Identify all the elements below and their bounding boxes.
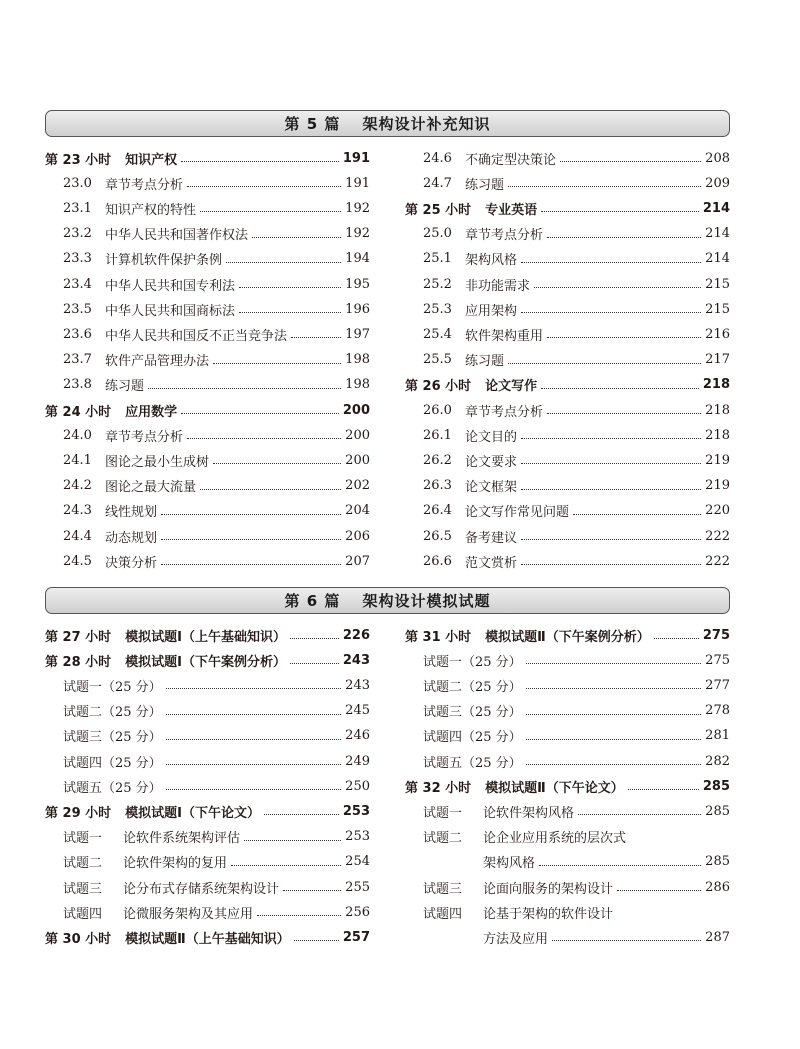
dot-leader [526,687,701,689]
toc-page-number: 222 [705,553,730,569]
toc-entry-title: 模拟试题Ⅱ（下午论文） [485,780,624,796]
toc-page-number: 246 [345,728,370,744]
toc-entry-title: 计算机软件保护条例 [105,253,223,269]
dot-leader [231,864,341,866]
dot-leader [521,462,701,464]
toc-page-number: 195 [345,276,370,292]
dot-leader [654,637,699,639]
toc-entry-title: 模拟试题Ⅰ（上午基础知识） [125,629,286,645]
dot-leader [187,185,341,187]
toc-page-number: 217 [705,352,730,368]
toc-page-number: 253 [342,803,370,819]
toc-entry-number: 试题二 [63,856,103,872]
toc-entry-row[interactable] [45,349,370,371]
toc-entry-number: 试题二（25 分） [63,705,162,721]
toc-entry-title: 软件架构重用 [465,328,544,344]
toc-page-number: 194 [345,251,370,267]
toc-entry-row[interactable] [45,197,370,219]
dot-leader [628,788,699,790]
toc-page-number: 220 [705,503,730,519]
dot-leader [200,210,341,212]
toc-entry-title: 章节考点分析 [465,228,544,244]
toc-page-number: 257 [342,929,370,945]
toc-entry-title: 软件产品管理办法 [105,354,210,370]
toc-page-number: 204 [345,503,370,519]
toc-entry-number: 24.2 [63,478,92,494]
toc-entry-number: 23.8 [63,377,92,393]
toc-page-number: 200 [342,402,370,418]
toc-chapter-row[interactable] [45,649,370,671]
toc-entry-title: 论文写作常见问题 [465,505,570,521]
toc-entry-title: 动态规划 [105,530,158,546]
toc-entry-title: 论基于架构的软件设计 [483,906,614,922]
toc-page-number: 216 [705,326,730,342]
dot-leader [552,939,701,941]
toc-entry-number: 25.2 [423,276,452,292]
dot-leader [294,939,339,941]
toc-entry-title: 中华人民共和国商标法 [105,303,236,319]
toc-entry-number: 25.0 [423,226,452,242]
dot-leader [213,462,341,464]
toc-entry-title: 论文写作 [485,379,538,395]
toc-entry-number: 试题三 [423,881,463,897]
toc-entry-number: 试题三（25 分） [423,705,522,721]
toc-entry-number: 第 32 小时 [405,780,472,796]
toc-entry-row[interactable] [45,525,370,547]
toc-entry-number: 23.4 [63,276,92,292]
dot-leader [252,236,341,238]
toc-entry-row[interactable] [405,851,730,873]
dot-leader [290,637,339,639]
toc-chapter-row[interactable] [45,147,370,169]
toc-entry-number: 试题一 [423,805,463,821]
toc-entry-row[interactable] [405,424,730,446]
toc-entry-row[interactable] [405,649,730,671]
toc-entry-row[interactable] [405,725,730,747]
toc-entry-row[interactable] [45,775,370,797]
toc-entry-title: 论企业应用系统的层次式 [483,831,627,847]
toc-page-number: 214 [705,251,730,267]
toc-entry-row[interactable] [45,700,370,722]
toc-page-number: 253 [345,829,370,845]
toc-entry-title: 模拟试题Ⅰ（下午论文） [125,805,260,821]
dot-leader [290,662,339,664]
toc-entry-number: 第 23 小时 [45,152,112,168]
toc-entry-number: 第 30 小时 [45,931,112,947]
toc-entry-number: 24.3 [63,503,92,519]
toc-entry-number: 24.0 [63,427,92,443]
toc-entry-number: 试题四 [423,906,463,922]
toc-entry-number: 25.4 [423,326,452,342]
toc-page-number: 282 [705,753,730,769]
toc-page-number: 200 [345,452,370,468]
dot-leader [541,210,699,212]
toc-entry-number: 26.4 [423,503,452,519]
toc-entry-title: 论微服务架构及其应用 [123,906,254,922]
dot-leader [187,437,341,439]
toc-entry-row[interactable] [405,674,730,696]
dot-leader [239,311,341,313]
toc-chapter-row[interactable] [45,800,370,822]
toc-entry-row[interactable] [45,273,370,295]
toc-entry-row[interactable] [45,298,370,320]
toc-page-number: 287 [705,929,730,945]
toc-entry-row[interactable] [45,223,370,245]
dot-leader [166,788,341,790]
toc-page-number: 191 [345,175,370,191]
part6-banner [45,587,730,614]
dot-leader [573,513,701,515]
toc-page-number: 196 [345,301,370,317]
dot-leader [257,914,341,916]
toc-entry-number: 26.5 [423,528,452,544]
toc-page-number: 218 [705,427,730,443]
toc-entry-title: 中华人民共和国专利法 [105,278,236,294]
dot-leader [161,538,341,540]
dot-leader [166,763,341,765]
toc-entry-title: 练习题 [105,379,145,395]
toc-page-number: 285 [702,778,730,794]
toc-entry-number: 23.1 [63,200,92,216]
dot-leader [166,687,341,689]
dot-leader [539,864,701,866]
toc-page-number: 192 [345,226,370,242]
toc-entry-number: 26.2 [423,452,452,468]
toc-page-number: 191 [342,150,370,166]
toc-page-number: 250 [345,778,370,794]
toc-page-number: 215 [705,276,730,292]
toc-entry-title: 练习题 [465,177,505,193]
toc-entry-title: 线性规划 [105,505,158,521]
toc-entry-number: 25.3 [423,301,452,317]
toc-entry-number: 24.5 [63,553,92,569]
toc-page-number: 243 [342,652,370,668]
toc-entry-number: 第 29 小时 [45,805,112,821]
toc-page-number: 226 [342,627,370,643]
toc-entry-number: 25.5 [423,352,452,368]
toc-page-number: 249 [345,753,370,769]
toc-entry-title: 应用数学 [125,404,178,420]
toc-entry-title: 中华人民共和国反不正当竞争法 [105,328,288,344]
part5-banner [45,110,730,137]
toc-entry-number: 第 24 小时 [45,404,112,420]
dot-leader [508,185,701,187]
dot-leader [291,336,341,338]
toc-entry-number: 26.0 [423,402,452,418]
toc-entry-title: 备考建议 [465,530,518,546]
toc-entry-row[interactable] [45,172,370,194]
toc-entry-row[interactable] [45,674,370,696]
toc-entry-row[interactable] [405,449,730,471]
part5-label: 第 5 篇 [284,115,341,133]
toc-entry-number: 24.7 [423,175,452,191]
toc-entry-row[interactable] [405,500,730,522]
toc-entry-number: 23.2 [63,226,92,242]
toc-entry-title: 应用架构 [465,303,518,319]
dot-leader [166,738,341,740]
dot-leader [161,563,341,565]
dot-leader [526,763,701,765]
dot-leader [166,713,341,715]
dot-leader [526,738,701,740]
toc-page-number: 208 [705,150,730,166]
toc-page-number: 214 [705,226,730,242]
dot-leader [560,160,701,162]
toc-entry-title: 论软件系统架构评估 [123,831,241,847]
toc-entry-title: 范文赏析 [465,555,518,571]
toc-entry-number: 试题三（25 分） [63,730,162,746]
dot-leader [526,662,701,664]
toc-entry-title: 架构风格 [483,856,536,872]
toc-entry-row[interactable] [405,147,730,169]
toc-entry-row[interactable] [45,449,370,471]
toc-page-number: 209 [705,175,730,191]
toc-page-number: 219 [705,478,730,494]
toc-entry-number: 25.1 [423,251,452,267]
part6-label: 第 6 篇 [284,592,341,610]
toc-entry-title: 图论之最大流量 [105,480,197,496]
dot-leader [226,261,341,263]
dot-leader [264,813,339,815]
toc-entry-row[interactable] [405,876,730,898]
toc-entry-number: 24.4 [63,528,92,544]
toc-entry-number: 试题一 [63,831,103,847]
dot-leader [521,538,701,540]
toc-page-number: 281 [705,728,730,744]
toc-entry-title: 论文框架 [465,480,518,496]
toc-entry-number: 24.6 [423,150,452,166]
toc-entry-title: 专业英语 [485,202,538,218]
toc-entry-row[interactable] [45,725,370,747]
toc-chapter-row[interactable] [45,399,370,421]
dot-leader [521,563,701,565]
toc-entry-title: 中华人民共和国著作权法 [105,228,249,244]
toc-entry-title: 模拟试题Ⅱ（上午基础知识） [125,931,290,947]
toc-entry-number: 第 28 小时 [45,654,112,670]
toc-entry-title: 论文要求 [465,454,518,470]
dot-leader [161,513,341,515]
toc-page-number: 218 [702,377,730,393]
toc-entry-title: 不确定型决策论 [465,152,557,168]
toc-entry-number: 试题四（25 分） [423,730,522,746]
toc-entry-row[interactable] [405,901,730,923]
toc-entry-title: 论软件架构风格 [483,805,575,821]
toc-page-number: 277 [705,677,730,693]
toc-page-number: 243 [345,677,370,693]
toc-entry-title: 章节考点分析 [105,429,184,445]
dot-leader [244,839,341,841]
dot-leader [521,488,701,490]
toc-page-number: 285 [705,803,730,819]
toc-chapter-row[interactable] [405,197,730,219]
toc-entry-title: 论文目的 [465,429,518,445]
dot-leader [148,387,341,389]
dot-leader [521,311,701,313]
toc-entry-row[interactable] [45,826,370,848]
toc-entry-number: 试题二（25 分） [423,679,522,695]
toc-entry-title: 章节考点分析 [465,404,544,420]
toc-entry-row[interactable] [405,750,730,772]
toc-entry-number: 23.0 [63,175,92,191]
dot-leader [213,362,341,364]
toc-page-number: 245 [345,703,370,719]
toc-entry-number: 26.3 [423,478,452,494]
toc-entry-number: 试题一（25 分） [63,679,162,695]
toc-page-number: 218 [705,402,730,418]
toc-entry-number: 23.5 [63,301,92,317]
dot-leader [200,488,341,490]
dot-leader [239,286,341,288]
toc-entry-row[interactable] [45,374,370,396]
toc-entry-number: 试题五（25 分） [423,755,522,771]
dot-leader [181,412,339,414]
toc-entry-number: 试题四 [63,906,103,922]
toc-entry-row[interactable] [405,323,730,345]
toc-chapter-row[interactable] [405,775,730,797]
toc-entry-row[interactable] [405,349,730,371]
toc-entry-title: 论面向服务的架构设计 [483,881,614,897]
dot-leader [521,437,701,439]
toc-entry-title: 决策分析 [105,555,158,571]
part6-title: 架构设计模拟试题 [362,592,491,610]
dot-leader [541,387,699,389]
toc-page-number: 198 [345,352,370,368]
toc-page-number: 200 [345,427,370,443]
toc-page-number: 197 [345,326,370,342]
toc-entry-row[interactable] [405,700,730,722]
toc-page-number: 285 [705,854,730,870]
toc-page-number: 275 [705,652,730,668]
toc-entry-row[interactable] [405,399,730,421]
toc-page-number: 256 [345,904,370,920]
toc-entry-row[interactable] [405,550,730,572]
dot-leader [617,889,701,891]
toc-entry-row[interactable] [45,500,370,522]
toc-entry-row[interactable] [405,248,730,270]
toc-entry-number: 试题四（25 分） [63,755,162,771]
toc-chapter-row[interactable] [45,624,370,646]
toc-entry-title: 练习题 [465,354,505,370]
toc-entry-title: 论分布式存储系统架构设计 [123,881,280,897]
toc-entry-number: 第 31 小时 [405,629,472,645]
dot-leader [283,889,341,891]
toc-entry-row[interactable] [405,475,730,497]
toc-entry-row[interactable] [45,475,370,497]
toc-entry-row[interactable] [405,826,730,848]
toc-page-number: 198 [345,377,370,393]
toc-entry-title: 章节考点分析 [105,177,184,193]
toc-entry-row[interactable] [405,800,730,822]
toc-entry-number: 23.7 [63,352,92,368]
dot-leader [526,713,701,715]
toc-entry-row[interactable] [45,323,370,345]
toc-entry-number: 23.3 [63,251,92,267]
toc-entry-row[interactable] [45,750,370,772]
dot-leader [578,813,701,815]
toc-page-number: 214 [702,200,730,216]
toc-entry-number: 24.1 [63,452,92,468]
toc-entry-row[interactable] [405,926,730,948]
toc-entry-number: 26.6 [423,553,452,569]
toc-entry-row[interactable] [405,172,730,194]
toc-page-number: 255 [345,879,370,895]
toc-entry-row[interactable] [405,273,730,295]
toc-entry-number: 试题二 [423,831,463,847]
toc-entry-number: 第 25 小时 [405,202,472,218]
dot-leader [534,286,701,288]
toc-chapter-row[interactable] [405,374,730,396]
toc-entry-number: 23.6 [63,326,92,342]
toc-entry-row[interactable] [45,550,370,572]
toc-page-number: 286 [705,879,730,895]
toc-entry-title: 知识产权的特性 [105,202,197,218]
toc-entry-title: 非功能需求 [465,278,531,294]
toc-page-number: 278 [705,703,730,719]
dot-leader [521,261,701,263]
toc-entry-title: 模拟试题Ⅰ（下午案例分析） [125,654,286,670]
toc-entry-number: 第 26 小时 [405,379,472,395]
dot-leader [547,236,701,238]
dot-leader [547,412,701,414]
toc-chapter-row[interactable] [45,926,370,948]
toc-page-number: 275 [702,627,730,643]
toc-entry-title: 图论之最小生成树 [105,454,210,470]
toc-page-number: 202 [345,478,370,494]
toc-page-number: 254 [345,854,370,870]
toc-entry-row[interactable] [45,851,370,873]
toc-entry-title: 知识产权 [125,152,178,168]
toc-page-number: 206 [345,528,370,544]
toc-page-number: 215 [705,301,730,317]
toc-entry-title: 论软件架构的复用 [123,856,228,872]
toc-entry-row[interactable] [405,525,730,547]
toc-page-number: 207 [345,553,370,569]
toc-entry-row[interactable] [45,424,370,446]
toc-chapter-row[interactable] [405,624,730,646]
dot-leader [508,362,701,364]
toc-entry-row[interactable] [405,223,730,245]
toc-entry-number: 试题一（25 分） [423,654,522,670]
toc-page-number: 192 [345,200,370,216]
dot-leader [547,336,701,338]
toc-entry-number: 试题三 [63,881,103,897]
toc-entry-row[interactable] [45,901,370,923]
part5-title: 架构设计补充知识 [362,115,491,133]
toc-entry-row[interactable] [45,248,370,270]
toc-entry-title: 模拟试题Ⅱ（下午案例分析） [485,629,650,645]
dot-leader [181,160,339,162]
toc-page-number: 219 [705,452,730,468]
toc-entry-row[interactable] [45,876,370,898]
toc-entry-number: 26.1 [423,427,452,443]
toc-entry-title: 方法及应用 [483,931,549,947]
toc-entry-number: 第 27 小时 [45,629,112,645]
toc-entry-title: 架构风格 [465,253,518,269]
toc-entry-number: 试题五（25 分） [63,780,162,796]
toc-page-number: 222 [705,528,730,544]
toc-entry-row[interactable] [405,298,730,320]
